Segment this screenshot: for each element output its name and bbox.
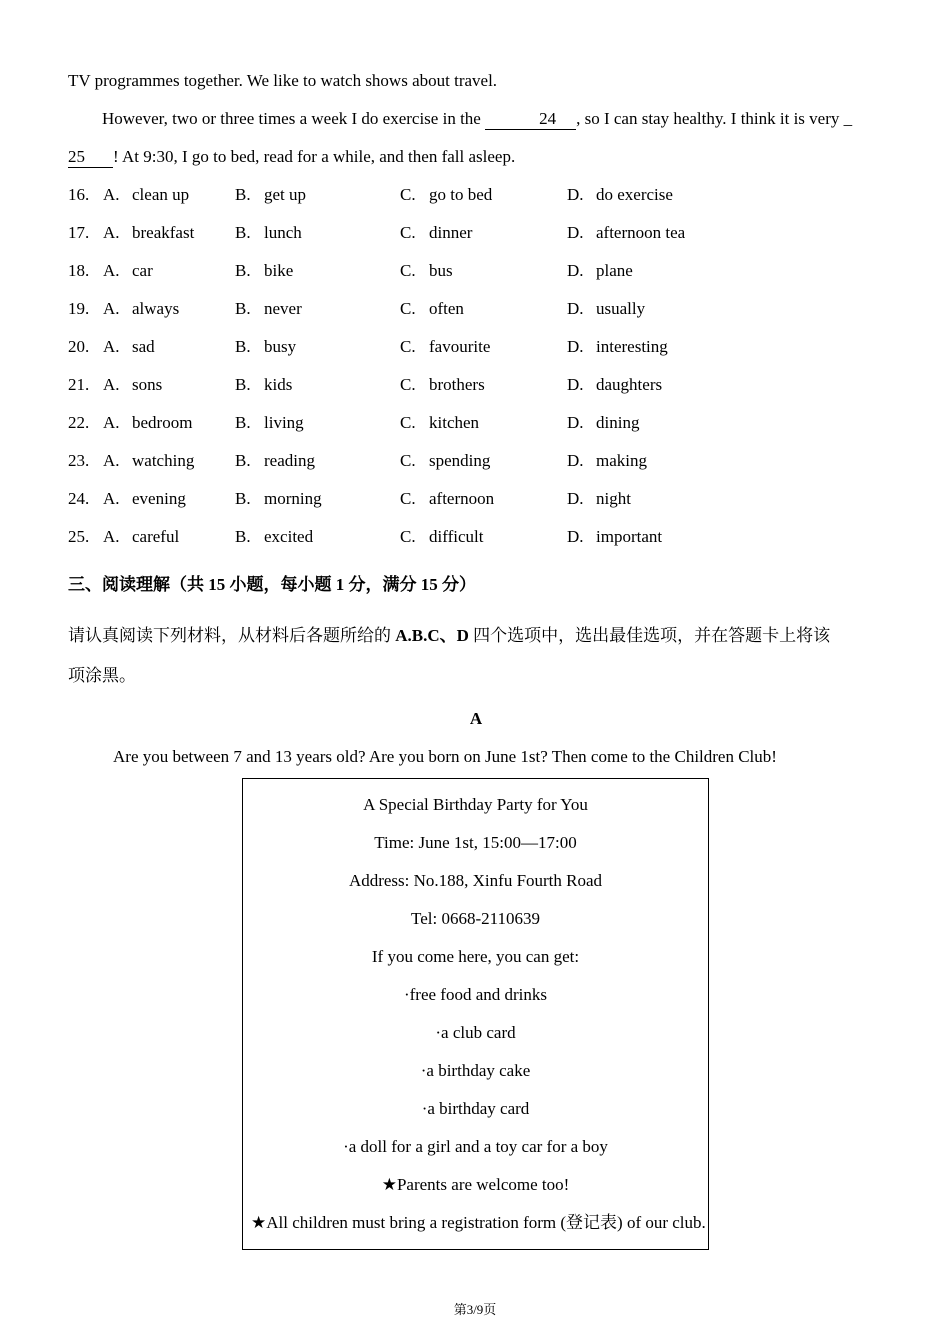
instruction-part-2: 四个选项中，选出最佳选项，并在答题卡上将该	[468, 626, 831, 645]
option-letter: B.	[235, 261, 251, 280]
option-text: excited	[264, 527, 314, 546]
option-letter: C.	[400, 375, 416, 394]
option-text: difficult	[429, 527, 484, 546]
question-option	[400, 404, 567, 442]
option-letter: D.	[567, 413, 584, 432]
invitation-line: ★Parents are welcome too!	[381, 1175, 570, 1194]
question-option	[68, 366, 235, 404]
option-text: bedroom	[132, 413, 193, 432]
option-text: afternoon	[429, 489, 495, 508]
question-option	[567, 176, 884, 214]
question-row	[68, 214, 884, 252]
option-text: sons	[132, 375, 163, 394]
question-number: 16.	[68, 185, 90, 204]
question-option	[68, 214, 235, 252]
option-text: car	[132, 261, 153, 280]
option-text: go to bed	[429, 185, 493, 204]
option-text: bus	[429, 261, 453, 280]
question-option	[235, 176, 400, 214]
option-letter: A.	[103, 299, 120, 318]
question-option	[567, 442, 884, 480]
instruction-line-2: 项涂黑。	[68, 666, 136, 685]
question-option	[567, 366, 884, 404]
invitation-line: If you come here, you can get:	[371, 947, 580, 966]
passage-line-3	[68, 138, 884, 176]
option-letter: A.	[103, 413, 120, 432]
question-option	[567, 480, 884, 518]
option-text: spending	[429, 451, 491, 470]
question-option	[235, 518, 400, 556]
question-option	[68, 404, 235, 442]
option-letter: A.	[103, 261, 120, 280]
option-text: night	[596, 489, 631, 508]
invitation-line: ·a doll for a girl and a toy car for a boy	[343, 1137, 608, 1156]
question-number: 25.	[68, 527, 90, 546]
option-letter: D.	[567, 261, 584, 280]
question-number: 23.	[68, 451, 90, 470]
question-number: 21.	[68, 375, 90, 394]
blank-24: 24	[485, 109, 576, 130]
question-option	[235, 480, 400, 518]
option-letter: C.	[400, 185, 416, 204]
question-option	[567, 404, 884, 442]
questions-table	[68, 176, 884, 556]
invitation-line: Time: June 1st, 15:00—17:00	[374, 833, 577, 852]
option-text: interesting	[596, 337, 668, 356]
reading-intro: Are you between 7 and 13 years old? Are you born on June 1st? Then come to the Children Club!	[113, 747, 777, 766]
option-letter: C.	[400, 299, 416, 318]
option-letter: D.	[567, 451, 584, 470]
option-text: living	[264, 413, 304, 432]
question-option	[235, 290, 400, 328]
question-row	[68, 442, 884, 480]
invitation-line: ·a birthday cake	[420, 1061, 531, 1080]
option-letter: C.	[400, 527, 416, 546]
question-option	[400, 290, 567, 328]
option-letter: B.	[235, 413, 251, 432]
option-letter: A.	[103, 223, 120, 242]
option-text: reading	[264, 451, 315, 470]
option-text: making	[596, 451, 647, 470]
option-letter: B.	[235, 299, 251, 318]
question-option	[235, 252, 400, 290]
question-row	[68, 290, 884, 328]
option-letter: C.	[400, 451, 416, 470]
option-letter: A.	[103, 451, 120, 470]
passage-label-a: A	[469, 709, 483, 728]
question-number: 20.	[68, 337, 90, 356]
passage-line-1: TV programmes together. We like to watch shows about travel.	[68, 71, 498, 90]
passage-line-3-post: ! At 9:30, I go to bed, read for a while, and then fall asleep.	[113, 147, 516, 166]
invitation-line: ·a birthday card	[421, 1099, 530, 1118]
question-row	[68, 328, 884, 366]
option-letter: B.	[235, 223, 251, 242]
option-text: never	[264, 299, 302, 318]
option-text: afternoon tea	[596, 223, 686, 242]
question-option	[400, 518, 567, 556]
question-option	[68, 480, 235, 518]
question-row	[68, 404, 884, 442]
option-letter: D.	[567, 337, 584, 356]
question-option	[68, 290, 235, 328]
section-instructions	[68, 616, 884, 696]
option-letter: B.	[235, 451, 251, 470]
option-text: dinner	[429, 223, 473, 242]
option-text: important	[596, 527, 663, 546]
option-text: breakfast	[132, 223, 195, 242]
blank-25: 25	[68, 147, 113, 168]
question-option	[400, 176, 567, 214]
option-text: usually	[596, 299, 646, 318]
option-letter: B.	[235, 375, 251, 394]
question-number: 18.	[68, 261, 90, 280]
invitation-line: ★All children must bring a registration form (登记表) of our club.	[251, 1213, 706, 1232]
option-text: morning	[264, 489, 322, 508]
passage-line-2-post: , so I can stay healthy. I think it is very _	[576, 109, 853, 128]
option-text: sad	[132, 337, 155, 356]
option-letter: D.	[567, 299, 584, 318]
question-number: 24.	[68, 489, 90, 508]
passage-line-2-pre: However, two or three times a week I do exercise in the	[102, 109, 486, 128]
option-letter: B.	[235, 527, 251, 546]
option-text: daughters	[596, 375, 663, 394]
option-text: evening	[132, 489, 186, 508]
option-text: often	[429, 299, 464, 318]
question-option	[567, 252, 884, 290]
option-letter: C.	[400, 223, 416, 242]
invitation-line: ·a club card	[435, 1023, 516, 1042]
question-option	[235, 404, 400, 442]
option-text: do exercise	[596, 185, 673, 204]
question-row	[68, 366, 884, 404]
option-text: clean up	[132, 185, 190, 204]
option-letter: D.	[567, 489, 584, 508]
question-number: 22.	[68, 413, 90, 432]
option-letter: A.	[103, 185, 120, 204]
option-letter: D.	[567, 527, 584, 546]
question-option	[567, 328, 884, 366]
invitation-box	[242, 778, 709, 1250]
question-option	[68, 328, 235, 366]
option-text: dining	[596, 413, 640, 432]
question-option	[400, 252, 567, 290]
question-option	[68, 176, 235, 214]
option-text: lunch	[264, 223, 302, 242]
option-letter: B.	[235, 337, 251, 356]
option-letter: D.	[567, 375, 584, 394]
question-option	[567, 290, 884, 328]
question-number: 17.	[68, 223, 90, 242]
question-option	[235, 366, 400, 404]
invitation-line: A Special Birthday Party for You	[363, 795, 588, 814]
option-text: kitchen	[429, 413, 480, 432]
question-row	[68, 176, 884, 214]
section-header: 三、阅读理解（共 15 小题，每小题 1 分，满分 15 分）	[68, 575, 476, 594]
option-text: favourite	[429, 337, 491, 356]
question-option	[235, 442, 400, 480]
question-option	[400, 366, 567, 404]
option-text: plane	[596, 261, 633, 280]
question-option	[567, 518, 884, 556]
passage-line-2	[68, 100, 884, 138]
option-text: busy	[264, 337, 297, 356]
option-letter: B.	[235, 185, 251, 204]
page-footer: 第3/9页	[453, 1302, 497, 1317]
question-row	[68, 252, 884, 290]
question-option	[68, 442, 235, 480]
option-letter: C.	[400, 337, 416, 356]
question-option	[567, 214, 884, 252]
option-letter: C.	[400, 261, 416, 280]
question-row	[68, 518, 884, 556]
option-letter: B.	[235, 489, 251, 508]
option-letter: C.	[400, 413, 416, 432]
option-text: careful	[132, 527, 180, 546]
instruction-line-1	[68, 616, 884, 656]
invitation-line: ·free food and drinks	[403, 985, 548, 1004]
question-option	[400, 480, 567, 518]
question-option	[68, 518, 235, 556]
instruction-options-letters: A.B.C、D	[395, 626, 469, 645]
option-text: watching	[132, 451, 195, 470]
option-letter: A.	[103, 375, 120, 394]
option-text: get up	[264, 185, 307, 204]
option-letter: C.	[400, 489, 416, 508]
question-row	[68, 480, 884, 518]
question-option	[400, 442, 567, 480]
question-option	[68, 252, 235, 290]
option-text: always	[132, 299, 180, 318]
option-text: brothers	[429, 375, 485, 394]
question-number: 19.	[68, 299, 90, 318]
invitation-line: Tel: 0668-2110639	[411, 909, 540, 928]
option-letter: A.	[103, 527, 120, 546]
question-option	[400, 214, 567, 252]
option-letter: D.	[567, 223, 584, 242]
option-text: bike	[264, 261, 294, 280]
option-text: kids	[264, 375, 293, 394]
question-option	[235, 328, 400, 366]
question-option	[400, 328, 567, 366]
option-letter: A.	[103, 489, 120, 508]
question-option	[235, 214, 400, 252]
invitation-line: Address: No.188, Xinfu Fourth Road	[348, 871, 603, 890]
option-letter: D.	[567, 185, 584, 204]
instruction-part-1: 请认真阅读下列材料，从材料后各题所给的	[68, 626, 396, 645]
option-letter: A.	[103, 337, 120, 356]
